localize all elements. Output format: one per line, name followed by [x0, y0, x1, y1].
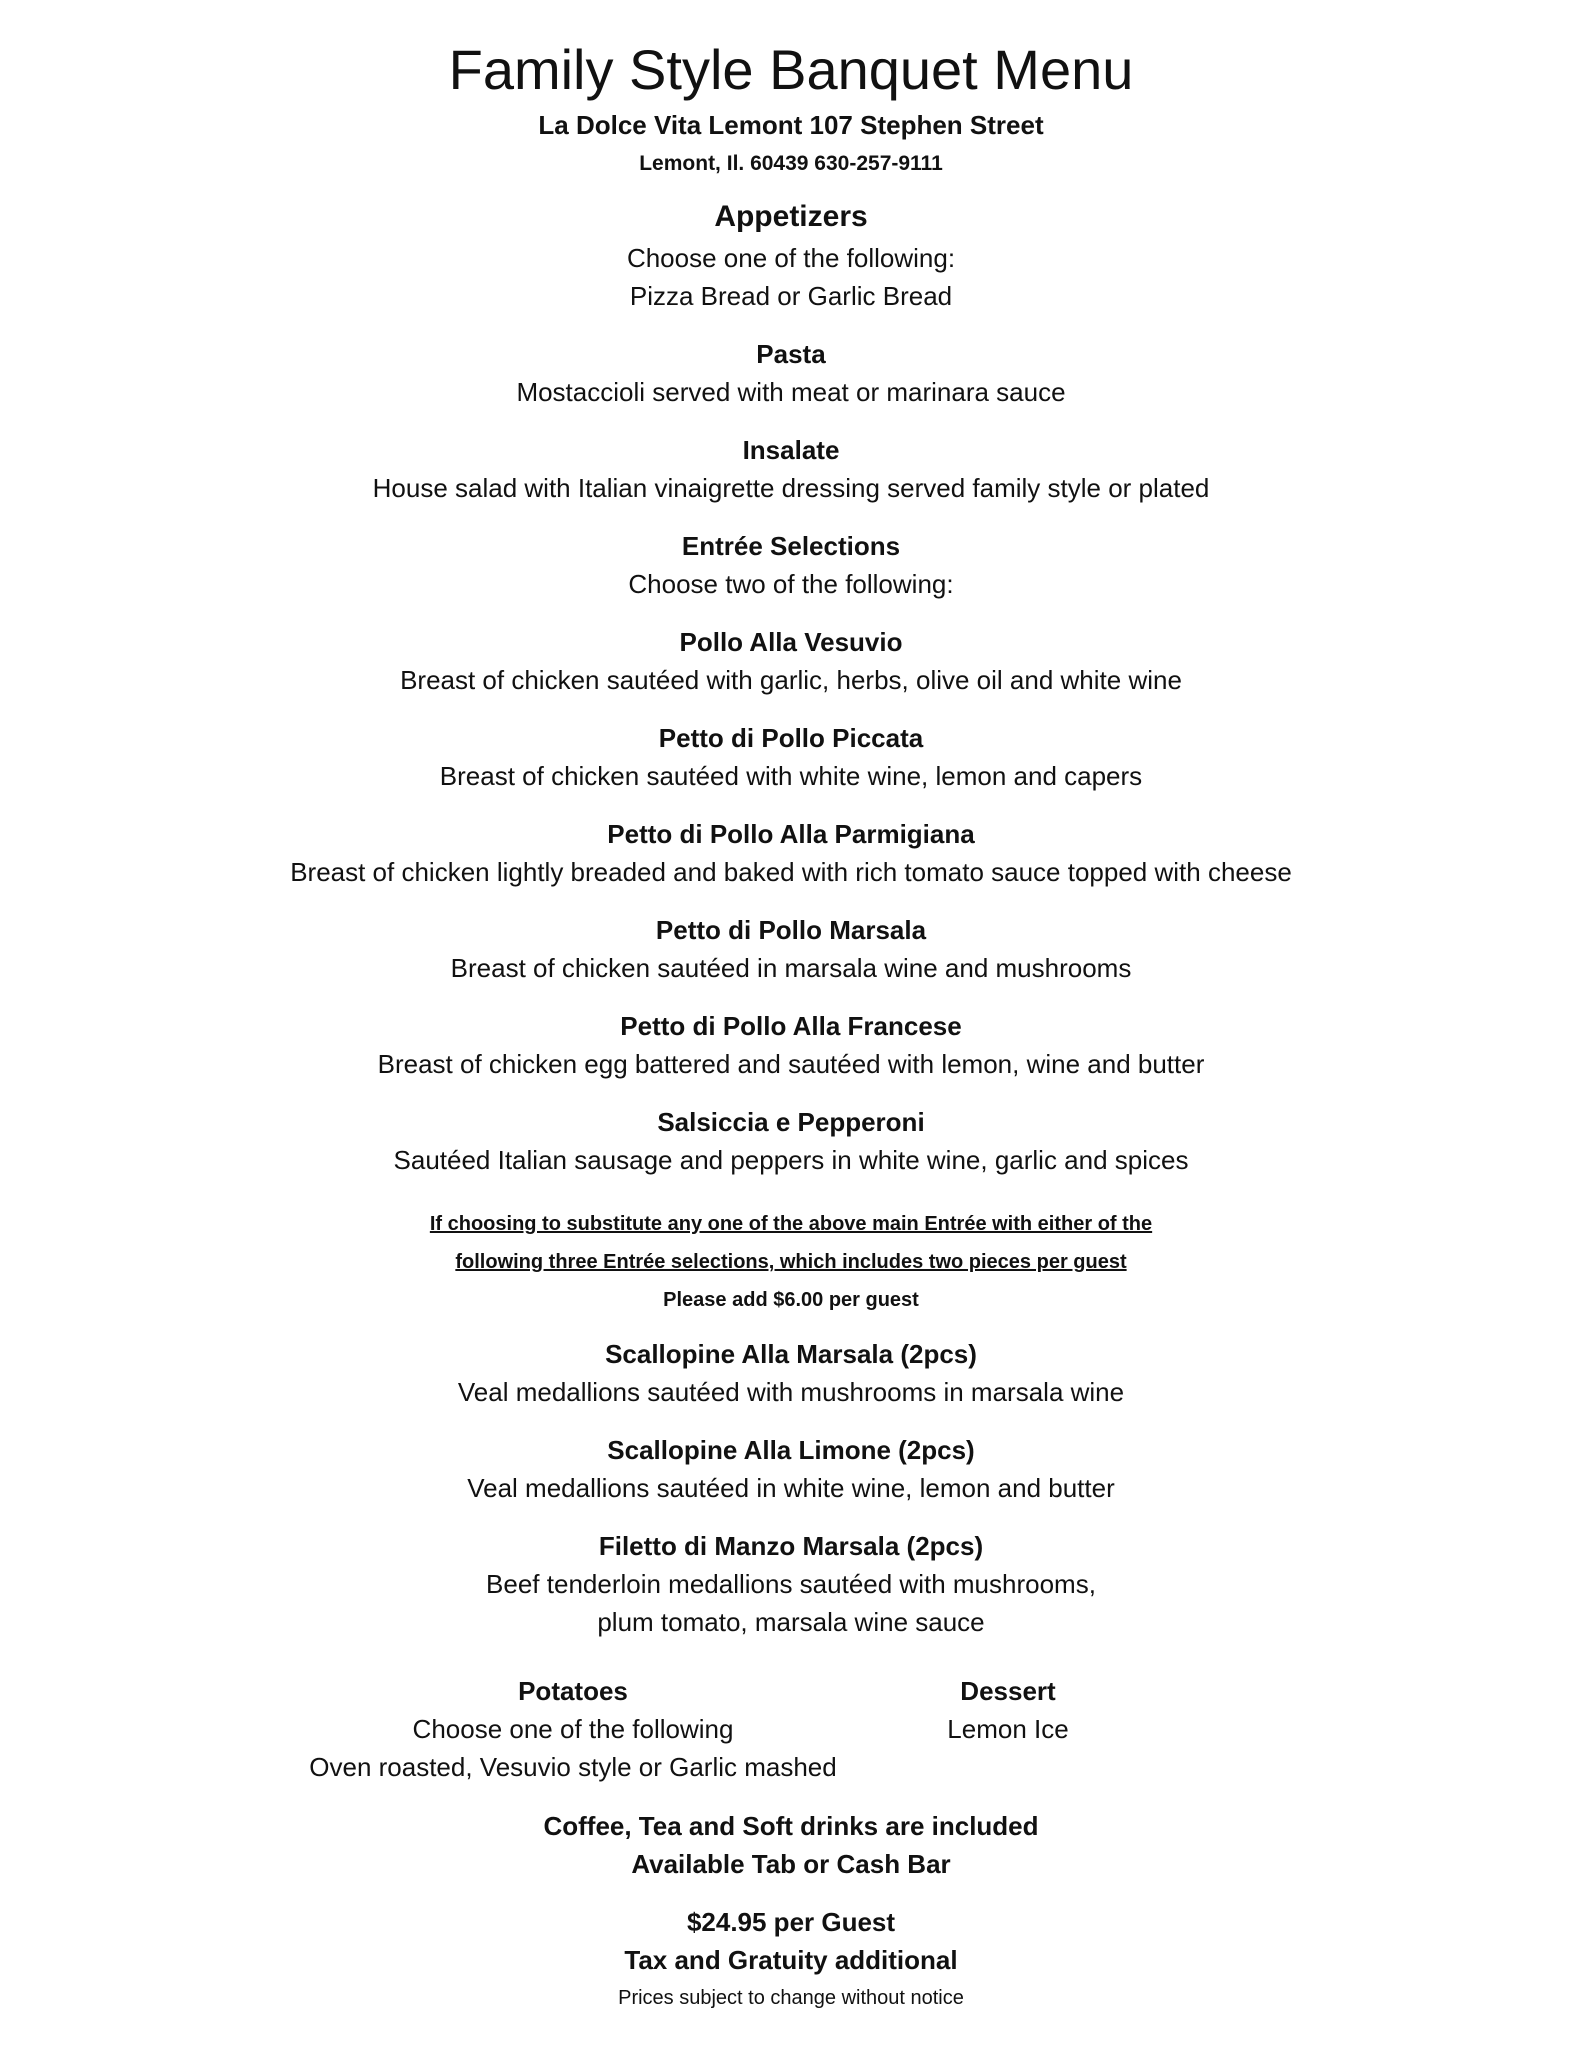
entree-name: Petto di Pollo Alla Parmigiana: [607, 819, 975, 849]
appetizers-heading: Appetizers: [714, 200, 868, 233]
substitution-note-line1: If choosing to substitute any one of the above main Entrée with either of the: [429, 1213, 1153, 1235]
entree-name: Petto di Pollo Alla Francese: [620, 1011, 962, 1041]
entree-description: Breast of chicken egg battered and sautéed with lemon, wine and butter: [377, 1049, 1205, 1079]
entree-name: Petto di Pollo Piccata: [658, 723, 924, 753]
bar-options: Available Tab or Cash Bar: [631, 1849, 951, 1879]
entree-name: Petto di Pollo Marsala: [655, 915, 927, 945]
entree-description: Breast of chicken lightly breaded and baked with rich tomato sauce topped with cheese: [290, 857, 1292, 887]
insalate-heading: Insalate: [742, 435, 840, 465]
restaurant-address: La Dolce Vita Lemont 107 Stephen Street: [538, 110, 1044, 140]
dessert-item: Lemon Ice: [947, 1714, 1069, 1744]
entree-selections-instruction: Choose two of the following:: [628, 569, 954, 599]
premium-entree-description-cont: plum tomato, marsala wine sauce: [597, 1607, 985, 1637]
premium-entree-name: Scallopine Alla Marsala (2pcs): [605, 1339, 977, 1369]
appetizers-options: Pizza Bread or Garlic Bread: [629, 281, 953, 311]
premium-entree-name: Filetto di Manzo Marsala (2pcs): [598, 1531, 984, 1561]
premium-entree-name: Scallopine Alla Limone (2pcs): [607, 1435, 975, 1465]
potatoes-heading: Potatoes: [518, 1676, 628, 1706]
substitution-price: Please add $6.00 per guest: [663, 1289, 919, 1311]
premium-entree-description: Beef tenderloin medallions sautéed with mushrooms,: [486, 1569, 1096, 1599]
entree-name: Salsiccia e Pepperoni: [657, 1107, 925, 1137]
entree-description: Breast of chicken sautéed in marsala wine and mushrooms: [450, 953, 1132, 983]
dessert-heading: Dessert: [960, 1676, 1056, 1706]
tax-note: Tax and Gratuity additional: [624, 1945, 958, 1975]
potatoes-instruction: Choose one of the following: [412, 1714, 734, 1744]
substitution-note-line2: following three Entrée selections, which includes two pieces per guest: [455, 1251, 1127, 1273]
premium-entree-description: Veal medallions sautéed in white wine, lemon and butter: [467, 1473, 1115, 1503]
page-title: Family Style Banquet Menu: [448, 38, 1134, 101]
entree-description: Sautéed Italian sausage and peppers in white wine, garlic and spices: [393, 1145, 1189, 1175]
premium-entree-description: Veal medallions sautéed with mushrooms in marsala wine: [457, 1377, 1125, 1407]
entree-name: Pollo Alla Vesuvio: [679, 627, 903, 657]
restaurant-city-phone: Lemont, Il. 60439 630-257-9111: [639, 152, 943, 175]
dessert-section: [858, 1674, 1158, 1746]
price-per-guest: $24.95 per Guest: [686, 1907, 896, 1937]
potatoes-section: [273, 1674, 873, 1784]
pasta-heading: Pasta: [756, 339, 826, 369]
price-disclaimer: Prices subject to change without notice: [618, 1987, 964, 2009]
entree-selections-heading: Entrée Selections: [681, 531, 901, 561]
potatoes-options: Oven roasted, Vesuvio style or Garlic mashed: [309, 1752, 837, 1782]
insalate-description: House salad with Italian vinaigrette dressing served family style or plated: [372, 473, 1210, 503]
entree-description: Breast of chicken sautéed with white wine, lemon and capers: [439, 761, 1143, 791]
pasta-description: Mostaccioli served with meat or marinara sauce: [516, 377, 1066, 407]
drinks-included: Coffee, Tea and Soft drinks are included: [543, 1811, 1039, 1841]
appetizers-instruction: Choose one of the following:: [626, 243, 956, 273]
entree-description: Breast of chicken sautéed with garlic, herbs, olive oil and white wine: [400, 665, 1182, 695]
